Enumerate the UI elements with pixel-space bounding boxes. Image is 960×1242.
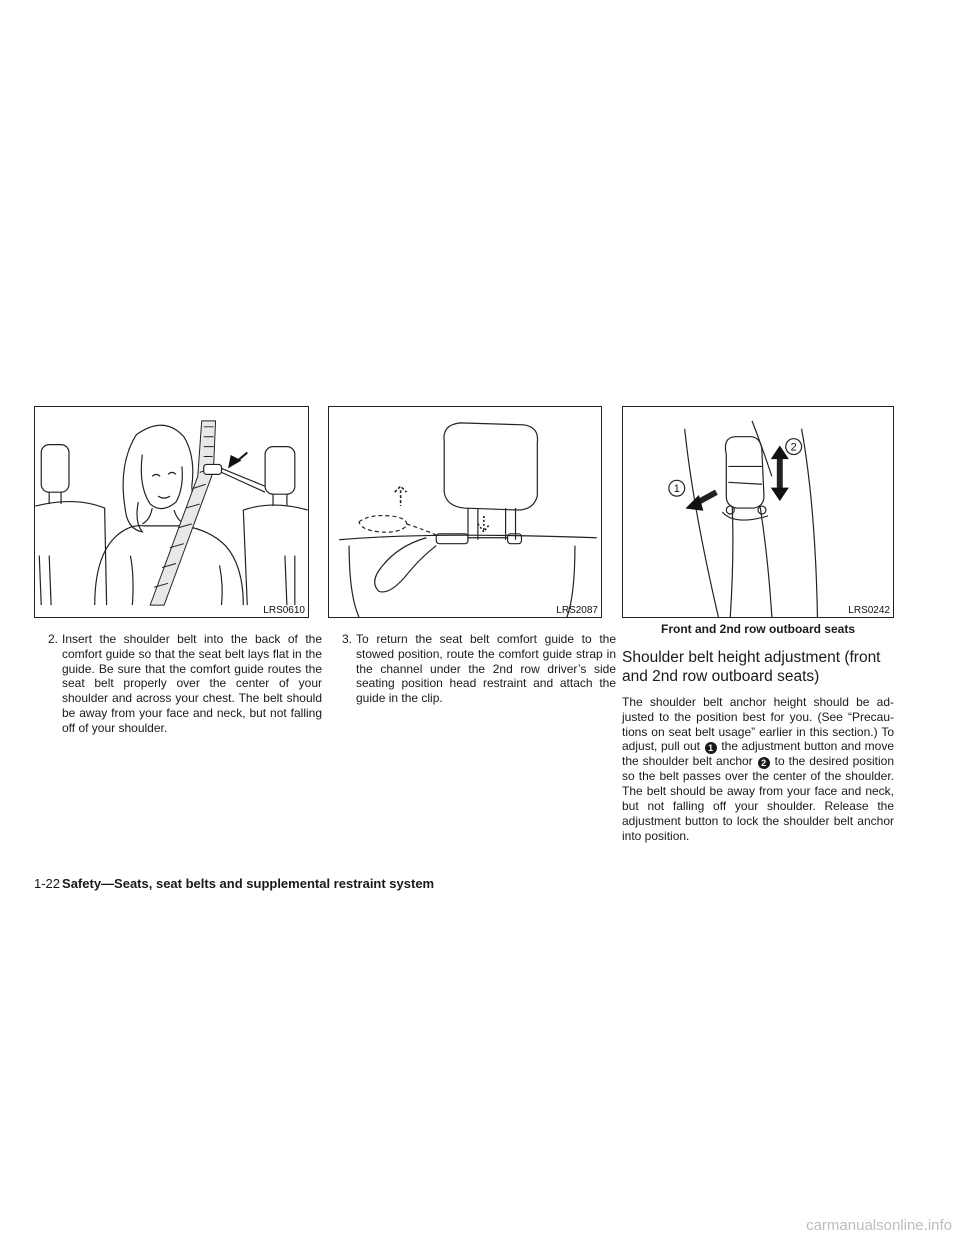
marker-2-icon: 2 xyxy=(758,757,770,769)
step-text: To return the seat belt comfort guide to the stowed position, route the comfort guide strap in the channel under the 2nd row driver’s side seating position head restraint and attach the guide in the clip. xyxy=(356,632,616,706)
step-2 xyxy=(48,632,322,736)
figure-code: LRS0610 xyxy=(263,605,305,616)
page-number: 1-22 xyxy=(34,876,61,891)
body-text: The shoulder belt anchor height should be adjusted to the position best for you. (See “Precautions on seat belt usage” earlier in this section.) To adjust, pull out xyxy=(622,695,894,754)
figure-comfort-guide xyxy=(34,406,309,618)
step-number: 3. xyxy=(342,632,353,646)
figure-caption: Front and 2nd row outboard seats xyxy=(660,622,855,636)
marker-1-label: 1 xyxy=(673,483,680,496)
section-heading: Shoulder belt height adjustment (front and 2nd row outboard seats) xyxy=(622,649,881,685)
body-text: to the desired position so the belt passes over the center of the shoulder. The belt should be away from your face and neck, but not falling off your shoulder. Release the adjustment button to lock the shoulder belt anchor into position. xyxy=(622,754,894,843)
figure-code: LRS0242 xyxy=(848,605,890,616)
body-text: the adjustment button and move the shoulder belt anchor xyxy=(622,739,895,769)
step-text: Insert the shoulder belt into the back of the comfort guide so that the seat belt lays flat in the guide. Be sure that the comfort guide routes the seat belt properly over the center of your shoulder and across your chest. The belt should be away from your face and neck, but not falling off of your shoulder. xyxy=(62,632,322,735)
page-footer xyxy=(34,876,434,891)
marker-1-icon: 1 xyxy=(705,742,717,754)
stowed-guide-illustration xyxy=(329,407,601,617)
belt-anchor-illustration xyxy=(623,407,893,617)
section-title: Safety—Seats, seat belts and supplemental restraint system xyxy=(62,876,435,891)
figure-stowed-guide xyxy=(328,406,602,618)
figure-belt-anchor xyxy=(622,406,894,618)
section-body xyxy=(622,695,894,843)
step-number: 2. xyxy=(48,632,59,646)
marker-2-label: 2 xyxy=(790,441,797,454)
comfort-guide-illustration xyxy=(35,407,308,617)
step-3 xyxy=(342,632,616,706)
figure-code: LRS2087 xyxy=(556,605,598,616)
watermark: carmanualsonline.info xyxy=(806,1217,952,1234)
